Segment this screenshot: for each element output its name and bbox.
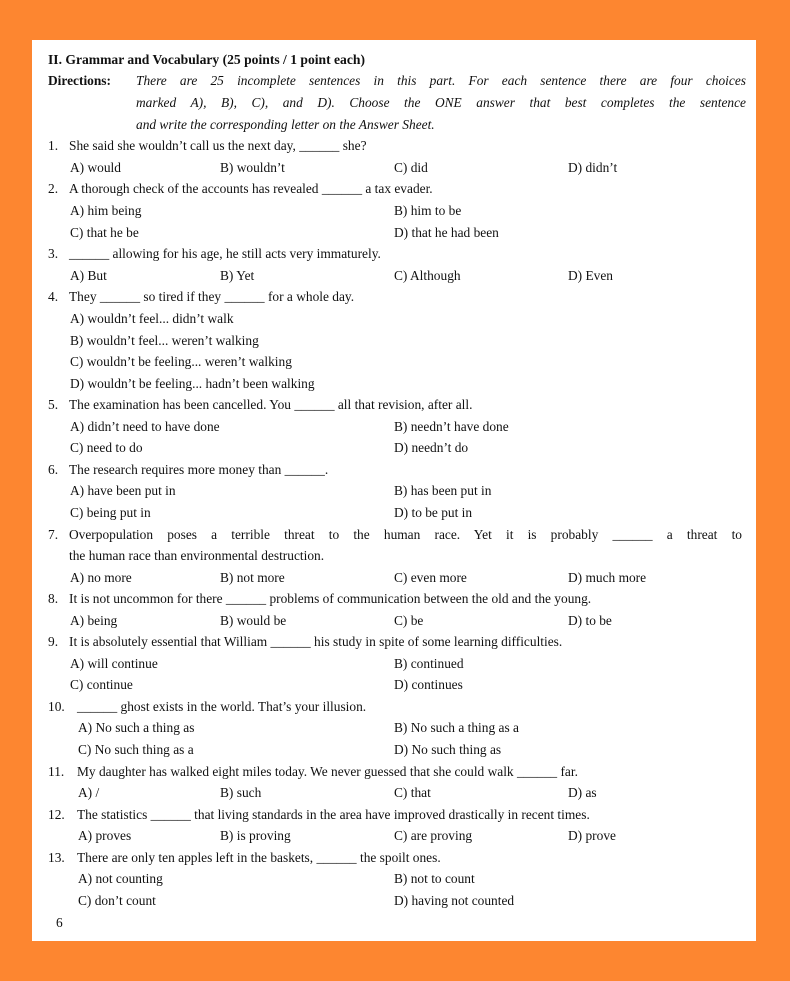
question-9-options-row1	[32, 654, 756, 674]
option-d: D) to be put in	[394, 505, 473, 520]
option-b: B) Yet	[220, 268, 255, 283]
question-7	[32, 525, 756, 545]
directions-text: There are 25 incomplete sentences in this part. For each sentence there are four choices	[136, 73, 746, 88]
exam-page	[32, 40, 756, 941]
option-b: B) has been put in	[394, 483, 492, 498]
question-4	[32, 287, 756, 307]
option-c: C) that he be	[70, 225, 139, 240]
question-number: 3.	[48, 246, 59, 261]
question-4-option-b	[32, 331, 756, 351]
option-d: D) as	[568, 785, 597, 800]
option-c: C) did	[394, 160, 428, 175]
question-6-options-row1	[32, 481, 756, 501]
question-12-options	[32, 826, 756, 846]
option-a: A) have been put in	[70, 483, 176, 498]
question-11	[32, 762, 756, 782]
question-12	[32, 805, 756, 825]
option-b: B) No such a thing as a	[394, 720, 519, 735]
question-6-options-row2	[32, 503, 756, 523]
option-a: A) wouldn’t feel... didn’t walk	[70, 311, 234, 326]
option-a: A) will continue	[70, 656, 158, 671]
option-b: B) not more	[220, 570, 285, 585]
question-2-options-row2	[32, 223, 756, 243]
option-b: B) continued	[394, 656, 464, 671]
option-b: B) wouldn’t	[220, 160, 285, 175]
option-c: C) that	[394, 785, 431, 800]
option-c: C) need to do	[70, 440, 143, 455]
question-number: 2.	[48, 181, 59, 196]
option-b: B) would be	[220, 613, 287, 628]
question-text: A thorough check of the accounts has revealed ______ a tax evader.	[69, 181, 433, 196]
question-4-option-c	[32, 352, 756, 372]
question-text: ______ ghost exists in the world. That’s your illusion.	[77, 699, 367, 714]
option-d: D) wouldn’t be feeling... hadn’t been walking	[70, 376, 315, 391]
option-d: D) continues	[394, 677, 463, 692]
question-11-options	[32, 783, 756, 803]
question-10-options-row2	[32, 740, 756, 760]
option-d: D) needn’t do	[394, 440, 469, 455]
question-text: She said she wouldn’t call us the next day, ______ she?	[69, 138, 367, 153]
question-text: ______ allowing for his age, he still acts very immaturely.	[69, 246, 381, 261]
question-text: The examination has been cancelled. You ______ all that revision, after all.	[69, 397, 473, 412]
question-1-options	[32, 158, 756, 178]
question-number: 8.	[48, 591, 59, 606]
question-text: My daughter has walked eight miles today. We never guessed that she could walk ______ far.	[77, 764, 578, 779]
question-text: The research requires more money than ______.	[69, 462, 329, 477]
option-b: B) not to count	[394, 871, 475, 886]
question-5-options-row1	[32, 417, 756, 437]
question-number: 1.	[48, 138, 59, 153]
option-c: C) Although	[394, 268, 461, 283]
question-2	[32, 179, 756, 199]
option-d: D) No such thing as	[394, 742, 502, 757]
question-13-options-row2	[32, 891, 756, 911]
option-d: D) prove	[568, 828, 616, 843]
option-d: D) Even	[568, 268, 613, 283]
option-c: C) even more	[394, 570, 467, 585]
question-10-options-row1	[32, 718, 756, 738]
option-c: C) continue	[70, 677, 133, 692]
option-d: D) to be	[568, 613, 612, 628]
question-4-option-a	[32, 309, 756, 329]
option-d: D) having not counted	[394, 893, 515, 908]
question-4-option-d	[32, 374, 756, 394]
question-number: 11.	[48, 764, 65, 779]
option-a: A) /	[78, 785, 100, 800]
option-c: C) being put in	[70, 505, 151, 520]
question-10	[32, 697, 756, 717]
option-a: A) being	[70, 613, 118, 628]
option-b: B) needn’t have done	[394, 419, 509, 434]
question-7-options	[32, 568, 756, 588]
question-text-continued: the human race than environmental destruction.	[69, 548, 325, 563]
question-number: 13.	[48, 850, 65, 865]
question-13-options-row1	[32, 869, 756, 889]
directions-line-3	[32, 115, 756, 135]
question-1	[32, 136, 756, 156]
option-b: B) wouldn’t feel... weren’t walking	[70, 333, 259, 348]
question-text: It is not uncommon for there ______ problems of communication between the old and the young.	[69, 591, 592, 606]
question-number: 9.	[48, 634, 59, 649]
directions-line-1	[32, 71, 756, 91]
question-text: There are only ten apples left in the baskets, ______ the spoilt ones.	[77, 850, 441, 865]
option-a: A) No such a thing as	[78, 720, 195, 735]
option-b: B) him to be	[394, 203, 462, 218]
option-d: D) didn’t	[568, 160, 618, 175]
directions-label: Directions:	[48, 73, 111, 88]
directions-text: marked A), B), C), and D). Choose the ONE answer that best completes the sentence	[136, 95, 746, 110]
question-7-continued	[32, 546, 756, 566]
question-text: They ______ so tired if they ______ for a whole day.	[69, 289, 355, 304]
option-a: A) But	[70, 268, 107, 283]
question-number: 6.	[48, 462, 59, 477]
option-d: D) that he had been	[394, 225, 499, 240]
option-c: C) are proving	[394, 828, 473, 843]
directions-text: and write the corresponding letter on the Answer Sheet.	[136, 117, 435, 132]
option-c: C) don’t count	[78, 893, 156, 908]
question-9-options-row2	[32, 675, 756, 695]
directions-line-2	[32, 93, 756, 113]
question-text: It is absolutely essential that William ______ his study in spite of some learning difficulties.	[69, 634, 563, 649]
question-3	[32, 244, 756, 264]
option-c: C) be	[394, 613, 424, 628]
question-13	[32, 848, 756, 868]
question-5-options-row2	[32, 438, 756, 458]
question-number: 12.	[48, 807, 65, 822]
question-6	[32, 460, 756, 480]
option-d: D) much more	[568, 570, 647, 585]
section-title: II. Grammar and Vocabulary (25 points / 1 point each)	[48, 52, 365, 67]
page-footer	[32, 913, 756, 933]
page-number: 6	[56, 915, 63, 930]
option-a: A) no more	[70, 570, 132, 585]
question-3-options	[32, 266, 756, 286]
option-c: C) wouldn’t be feeling... weren’t walking	[70, 354, 292, 369]
question-number: 7.	[48, 527, 59, 542]
question-number: 10.	[48, 699, 65, 714]
option-c: C) No such thing as a	[78, 742, 194, 757]
option-a: A) proves	[78, 828, 132, 843]
question-number: 4.	[48, 289, 59, 304]
question-text: The statistics ______ that living standards in the area have improved drastically in recent times.	[77, 807, 590, 822]
question-text: Overpopulation poses a terrible threat to the human race. Yet it is probably ______ a threat to	[69, 527, 742, 542]
question-8	[32, 589, 756, 609]
question-9	[32, 632, 756, 652]
option-a: A) him being	[70, 203, 142, 218]
question-5	[32, 395, 756, 415]
question-number: 5.	[48, 397, 59, 412]
question-8-options	[32, 611, 756, 631]
option-a: A) would	[70, 160, 121, 175]
option-a: A) not counting	[78, 871, 163, 886]
question-2-options-row1	[32, 201, 756, 221]
option-a: A) didn’t need to have done	[70, 419, 220, 434]
option-b: B) such	[220, 785, 262, 800]
option-b: B) is proving	[220, 828, 291, 843]
